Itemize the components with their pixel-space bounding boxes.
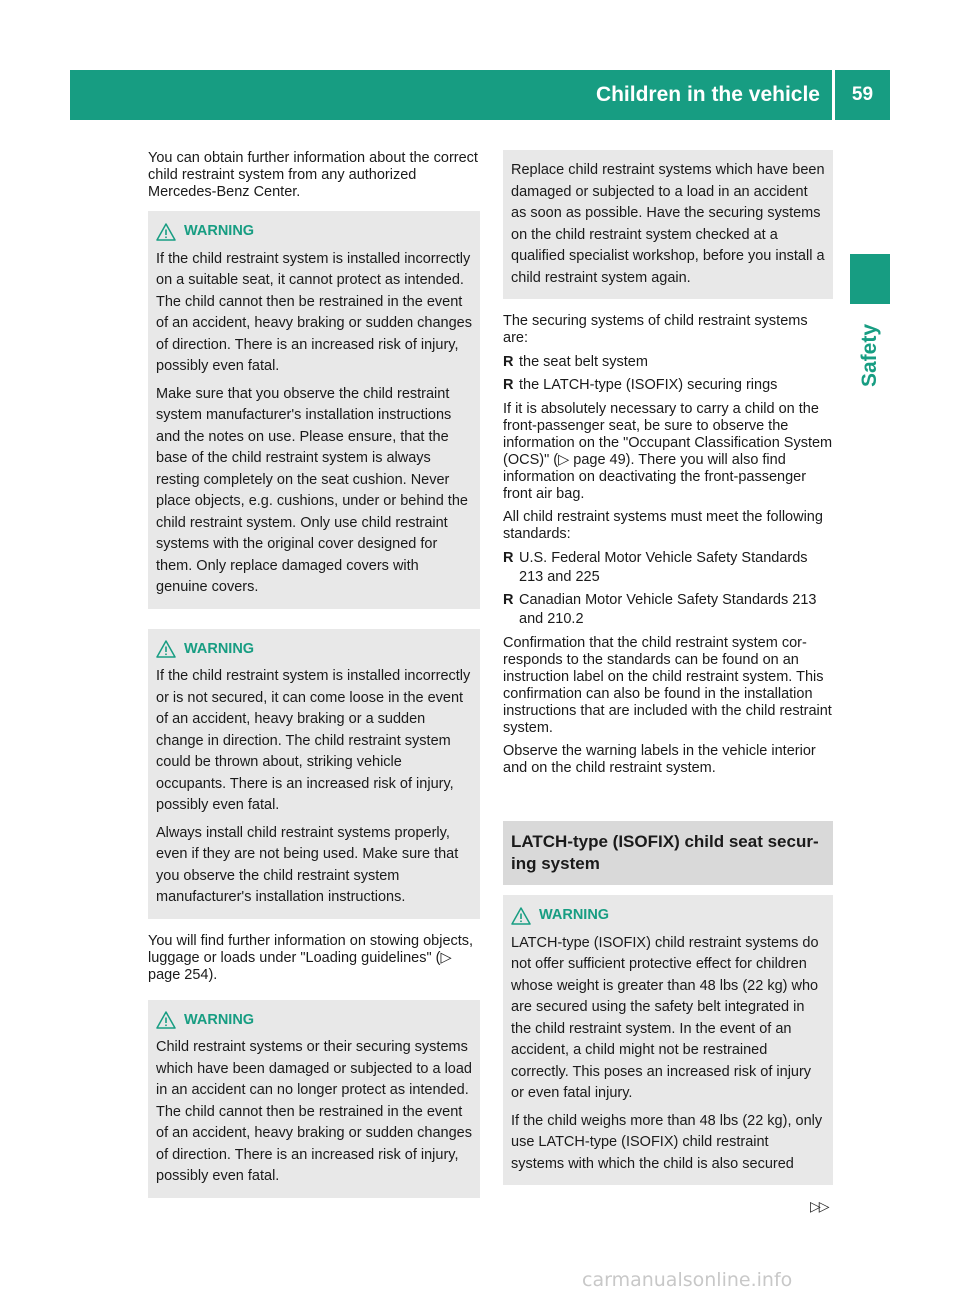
warning-box-3 bbox=[148, 1000, 480, 1198]
standards-list bbox=[503, 549, 833, 629]
warning-heading bbox=[156, 1010, 472, 1032]
continue-arrow-icon: ▷▷ bbox=[810, 1198, 828, 1214]
warning-triangle-icon bbox=[156, 1011, 176, 1029]
warning-triangle-icon bbox=[156, 223, 176, 241]
list-item-text: U.S. Federal Motor Vehicle Safety Standards 213 and 225 bbox=[519, 550, 808, 585]
section-heading: LATCH-type (ISOFIX) child seat securing system bbox=[503, 821, 833, 885]
warning-text: Make sure that you observe the child restraint system manufacturer's installation instructions and the notes on use. Please ensure, that the base of the child restraint system is always resting completely on the seat cushion. Never place objects, e.g. cushions, under or behind the child restraint system. Only use child restraint systems with the original cover designed for them. Only replace damaged covers with genuine covers. bbox=[156, 385, 468, 595]
warning-heading bbox=[511, 905, 825, 927]
list-item bbox=[503, 353, 833, 372]
list-item-text: Canadian Motor Vehicle Safety Standards 213 and 210.2 bbox=[519, 592, 817, 627]
warning-box-4 bbox=[503, 895, 833, 1185]
stowing-paragraph: You will find further information on stowing objects, luggage or loads under "Loading guidelines" (▷ page 254). bbox=[148, 932, 474, 983]
warning-text: Replace child restraint systems which have been damaged or subjected to a load in an accident as soon as possible. Have the securing systems on the child restraint system checked at a qualified specialist workshop, before you install a child restraint system again. bbox=[511, 162, 825, 286]
warning-text: If the child restraint system is installed incorrectly or is not secured, it can come loose in the event of an accident, heavy braking or a sudden change in direction. The child restraint system could be thrown about, striking vehicle occupants. There is an increased risk of injury, possibly even fatal. bbox=[156, 668, 471, 813]
observe-paragraph: Observe the warning labels in the vehicle interior and on the child restraint system. bbox=[503, 743, 816, 776]
bullet-r-icon: R bbox=[503, 550, 514, 566]
bullet-r-icon: R bbox=[503, 592, 514, 608]
warning-triangle-icon bbox=[511, 907, 531, 925]
left-column bbox=[148, 150, 480, 1212]
securing-intro: The securing systems of child restraint systems are: bbox=[503, 313, 808, 346]
side-tab-label: Safety bbox=[858, 323, 881, 387]
standards-intro: All child restraint systems must meet the following standards: bbox=[503, 509, 823, 542]
securing-list bbox=[503, 353, 833, 395]
list-item bbox=[503, 591, 833, 629]
warning-label: WARNING bbox=[184, 1011, 255, 1028]
warning-heading bbox=[156, 221, 472, 243]
warning-triangle-icon bbox=[156, 640, 176, 658]
warning-heading bbox=[156, 639, 472, 661]
continued-warning-box bbox=[503, 150, 833, 299]
warning-text: LATCH-type (ISOFIX) child restraint systems do not offer sufficient protective effect for children whose weight is greater than 48 lbs (22 kg) who are secured using the safety belt integrated in the child restraint system. In the event of an accident, a child might not be restrained correctly. This poses an increased risk of injury or even fatal injury. bbox=[511, 934, 819, 1101]
page-number: 59 bbox=[835, 70, 890, 120]
warning-label: WARNING bbox=[539, 907, 610, 923]
confirmation-paragraph: Confirmation that the child restraint system corresponds to the standards can be found on an instruction label on the child restraint system. This confirmation can also be found in the installation instructions that are included with the child restraint system. bbox=[503, 635, 832, 736]
warning-label: WARNING bbox=[184, 640, 255, 657]
list-item bbox=[503, 376, 833, 395]
intro-paragraph: You can obtain further information about the correct child restraint system from any authorized Mercedes-Benz Center. bbox=[148, 150, 478, 200]
page-title: Children in the vehicle bbox=[472, 70, 832, 120]
warning-text: Child restraint systems or their securing systems which have been damaged or subjected to a load in an accident can no longer protect as intended. The child cannot then be restrained in the event of an accident, heavy braking or sudden changes of direction. There is an increased risk of injury, possibly even fatal. bbox=[156, 1039, 472, 1184]
right-column bbox=[503, 150, 833, 1199]
warning-box-2 bbox=[148, 629, 480, 919]
watermark: carmanualsonline.info bbox=[582, 1269, 793, 1291]
warning-box-1 bbox=[148, 211, 480, 609]
list-item bbox=[503, 549, 833, 587]
warning-text: If the child weighs more than 48 lbs (22 kg), only use LATCH-type (ISOFIX) child restraint systems with which the child is also secured bbox=[511, 1112, 823, 1172]
side-tab-marker bbox=[850, 254, 890, 304]
list-item-text: the seat belt system bbox=[519, 354, 648, 370]
front-passenger-paragraph: If it is absolutely necessary to carry a child on the front-passenger seat, be sure to observe the information on the "Occupant Classification System (OCS)" (▷ page 49). There you will also find information on deactivating the front-passenger front air bag. bbox=[503, 401, 833, 502]
list-item-text: the LATCH-type (ISOFIX) securing rings bbox=[519, 377, 778, 393]
bullet-r-icon: R bbox=[503, 354, 514, 370]
bullet-r-icon: R bbox=[503, 377, 514, 393]
warning-text: Always install child restraint systems properly, even if they are not being used. Make sure that you observe the child restraint system manufacturer's installation instructions. bbox=[156, 824, 459, 905]
warning-label: WARNING bbox=[184, 223, 255, 239]
warning-text: If the child restraint system is installed incorrectly on a suitable seat, it cannot protect as intended. The child cannot then be restrained in the event of an accident, heavy braking or sudden changes of direction. There is an increased risk of injury, possibly even fatal. bbox=[156, 250, 472, 374]
